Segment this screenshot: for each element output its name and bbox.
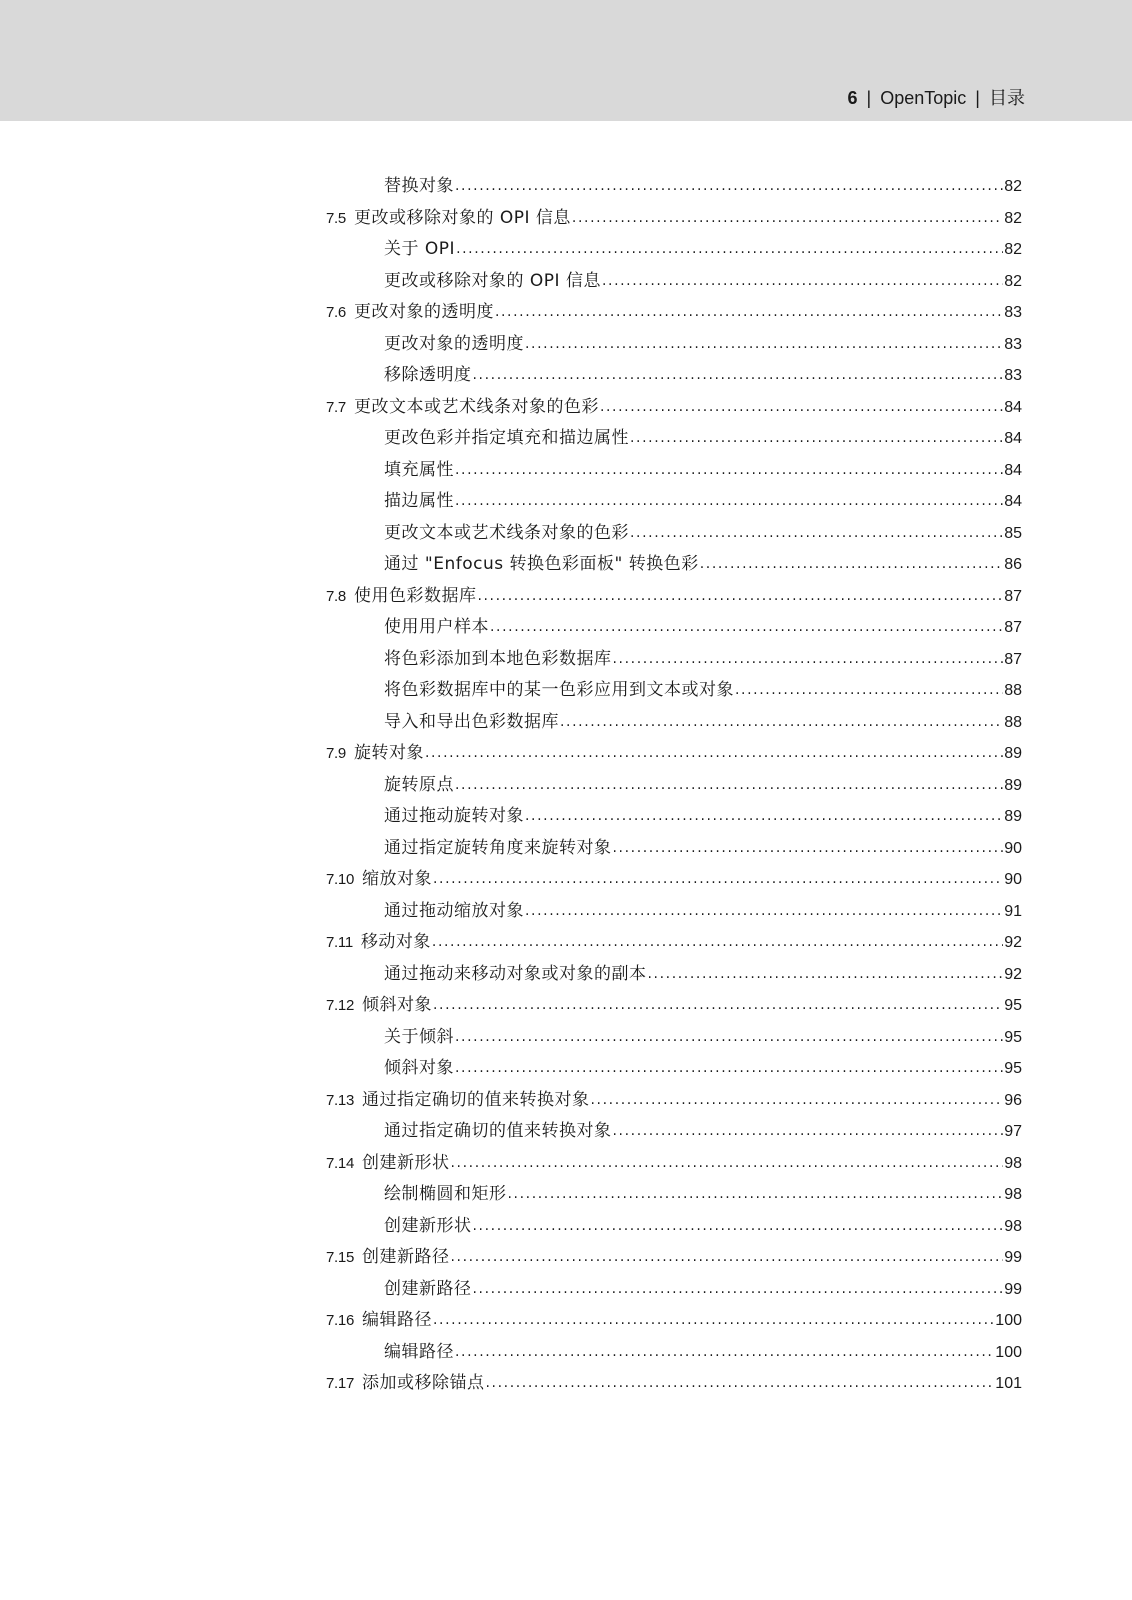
dot-leader xyxy=(425,742,1003,763)
toc-entry-title: 添加或移除锚点 xyxy=(362,1373,485,1393)
toc-subsection-entry[interactable] xyxy=(326,712,1022,744)
toc-page-number: 86 xyxy=(1004,556,1022,573)
toc-entry-title: 更改对象的透明度 xyxy=(384,333,524,354)
toc-section-entry[interactable] xyxy=(326,1373,1022,1405)
table-of-contents xyxy=(326,176,1022,1405)
toc-section-number: 7.12 xyxy=(326,997,354,1014)
toc-entry-title: 通过拖动旋转对象 xyxy=(384,806,524,826)
toc-entry-title: 将色彩添加到本地色彩数据库 xyxy=(384,648,612,669)
toc-page-number: 89 xyxy=(1004,745,1022,762)
toc-page-number: 83 xyxy=(1004,367,1022,384)
toc-page-number: 91 xyxy=(1004,902,1022,920)
toc-section-number: 7.13 xyxy=(326,1091,354,1109)
dot-leader xyxy=(451,1246,1004,1267)
toc-subsection-entry[interactable] xyxy=(326,1279,1022,1311)
toc-entry-title: 更改文本或艺术线条对象的色彩 xyxy=(353,396,599,417)
dot-leader xyxy=(477,585,1003,606)
header-separator: | xyxy=(866,88,872,108)
toc-subsection-entry[interactable] xyxy=(326,617,1022,649)
dot-leader xyxy=(433,1309,994,1330)
toc-entry-title: 创建新路径 xyxy=(384,1278,472,1299)
toc-entry-title: 使用色彩数据库 xyxy=(353,585,477,606)
toc-entry-title: 通过指定旋转角度来旋转对象 xyxy=(384,837,612,858)
toc-page-number: 83 xyxy=(1004,335,1022,353)
dot-leader xyxy=(525,805,1003,826)
toc-subsection-entry[interactable] xyxy=(326,491,1022,523)
toc-page-number: 82 xyxy=(1004,241,1022,258)
dot-leader xyxy=(613,837,1004,858)
toc-subsection-entry[interactable] xyxy=(326,176,1022,208)
toc-subsection-entry[interactable] xyxy=(326,271,1022,303)
toc-section-number: 7.14 xyxy=(326,1154,354,1172)
toc-entry-title: 通过拖动缩放对象 xyxy=(384,900,524,921)
dot-leader xyxy=(525,333,1003,354)
toc-page-number: 98 xyxy=(1004,1186,1022,1203)
toc-subsection-entry[interactable] xyxy=(326,365,1022,397)
toc-subsection-entry[interactable] xyxy=(326,460,1022,492)
dot-leader xyxy=(602,270,1003,291)
toc-entry-title: 替换对象 xyxy=(384,176,454,196)
page-number: 6 xyxy=(847,88,858,108)
toc-page-number: 99 xyxy=(1004,1249,1022,1266)
toc-section-number: 7.16 xyxy=(326,1312,354,1329)
toc-page-number: 90 xyxy=(1004,871,1022,888)
toc-section-number: 7.9 xyxy=(326,745,346,762)
dot-leader xyxy=(473,364,1004,385)
section-title: 目录 xyxy=(989,88,1025,108)
toc-entry-title: 关于 OPI xyxy=(384,239,456,259)
dot-leader xyxy=(432,931,1003,952)
toc-entry-title: 编辑路径 xyxy=(384,1341,454,1362)
toc-entry-title: 编辑路径 xyxy=(362,1310,432,1330)
dot-leader xyxy=(560,711,1003,732)
toc-subsection-entry[interactable] xyxy=(326,239,1022,271)
document-title: OpenTopic xyxy=(880,88,967,108)
dot-leader xyxy=(473,1278,1004,1299)
toc-section-number: 7.8 xyxy=(326,587,346,605)
toc-entry-title: 更改或移除对象的 OPI 信息 xyxy=(384,270,601,291)
dot-leader xyxy=(433,994,1003,1015)
dot-leader xyxy=(630,427,1003,448)
toc-section-number: 7.17 xyxy=(326,1375,354,1392)
toc-entry-title: 更改色彩并指定填充和描边属性 xyxy=(384,428,629,448)
dot-leader xyxy=(613,648,1004,669)
toc-subsection-entry[interactable] xyxy=(326,806,1022,838)
dot-leader xyxy=(735,679,1003,700)
dot-leader xyxy=(456,238,1003,259)
dot-leader xyxy=(508,1183,1004,1204)
toc-subsection-entry[interactable] xyxy=(326,1184,1022,1216)
running-head xyxy=(847,87,1025,109)
dot-leader xyxy=(525,900,1003,921)
toc-entry-title: 使用用户样本 xyxy=(384,617,489,637)
toc-subsection-entry[interactable] xyxy=(326,554,1022,586)
page-header xyxy=(0,0,1132,121)
toc-subsection-entry[interactable] xyxy=(326,1342,1022,1374)
toc-subsection-entry[interactable] xyxy=(326,649,1022,681)
toc-page-number: 100 xyxy=(995,1343,1022,1361)
toc-entry-title: 旋转对象 xyxy=(353,743,424,763)
dot-leader xyxy=(433,868,1003,889)
toc-section-entry[interactable] xyxy=(326,208,1022,240)
toc-page-number: 100 xyxy=(995,1312,1022,1329)
toc-page-number: 85 xyxy=(1004,524,1022,542)
toc-entry-title: 通过指定确切的值来转换对象 xyxy=(362,1089,590,1110)
toc-section-entry[interactable] xyxy=(326,1090,1022,1122)
toc-entry-title: 填充属性 xyxy=(384,459,454,480)
toc-subsection-entry[interactable] xyxy=(326,1058,1022,1090)
toc-page-number: 98 xyxy=(1004,1154,1022,1172)
toc-page-number: 82 xyxy=(1004,209,1022,227)
toc-section-number: 7.5 xyxy=(326,209,346,227)
toc-entry-title: 更改或移除对象的 OPI 信息 xyxy=(353,207,571,228)
toc-section-entry[interactable] xyxy=(326,586,1022,618)
toc-page-number: 92 xyxy=(1004,934,1022,951)
dot-leader xyxy=(495,301,1003,322)
dot-leader xyxy=(613,1120,1004,1141)
toc-page-number: 96 xyxy=(1004,1091,1022,1109)
toc-section-number: 7.7 xyxy=(326,398,346,416)
toc-page-number: 84 xyxy=(1004,461,1022,479)
toc-subsection-entry[interactable] xyxy=(326,1216,1022,1248)
toc-section-entry[interactable] xyxy=(326,932,1022,964)
toc-page-number: 82 xyxy=(1004,178,1022,195)
toc-entry-title: 关于倾斜 xyxy=(384,1026,454,1047)
toc-subsection-entry[interactable] xyxy=(326,1027,1022,1059)
dot-leader xyxy=(648,963,1004,984)
dot-leader xyxy=(572,207,1003,228)
toc-section-entry[interactable] xyxy=(326,995,1022,1027)
toc-entry-title: 倾斜对象 xyxy=(384,1058,454,1078)
toc-entry-title: 旋转原点 xyxy=(384,774,454,795)
toc-entry-title: 绘制椭圆和矩形 xyxy=(384,1184,507,1204)
toc-entry-title: 倾斜对象 xyxy=(362,995,432,1015)
toc-entry-title: 移动对象 xyxy=(360,932,431,952)
toc-page-number: 87 xyxy=(1004,587,1022,605)
toc-entry-title: 导入和导出色彩数据库 xyxy=(384,711,559,732)
toc-entry-title: 更改对象的透明度 xyxy=(353,302,494,322)
toc-page-number: 101 xyxy=(995,1375,1022,1392)
toc-entry-title: 将色彩数据库中的某一色彩应用到文本或对象 xyxy=(384,680,734,700)
toc-subsection-entry[interactable] xyxy=(326,901,1022,933)
toc-subsection-entry[interactable] xyxy=(326,775,1022,807)
dot-leader xyxy=(700,553,1003,574)
toc-page-number: 95 xyxy=(1004,997,1022,1014)
dot-leader xyxy=(473,1215,1004,1236)
toc-page-number: 98 xyxy=(1004,1217,1022,1235)
dot-leader xyxy=(455,490,1003,511)
toc-page-number: 95 xyxy=(1004,1028,1022,1046)
toc-subsection-entry[interactable] xyxy=(326,334,1022,366)
toc-section-number: 7.6 xyxy=(326,304,346,321)
toc-entry-title: 创建新形状 xyxy=(362,1152,450,1173)
toc-section-entry[interactable] xyxy=(326,1153,1022,1185)
toc-page-number: 92 xyxy=(1004,965,1022,983)
dot-leader xyxy=(591,1089,1004,1110)
dot-leader xyxy=(455,1341,994,1362)
dot-leader xyxy=(630,522,1003,543)
dot-leader xyxy=(486,1372,995,1393)
dot-leader xyxy=(455,774,1003,795)
toc-subsection-entry[interactable] xyxy=(326,1121,1022,1153)
toc-entry-title: 通过指定确切的值来转换对象 xyxy=(384,1121,612,1141)
toc-section-entry[interactable] xyxy=(326,743,1022,775)
toc-section-number: 7.10 xyxy=(326,871,354,888)
toc-section-entry[interactable] xyxy=(326,1310,1022,1342)
header-separator: | xyxy=(975,88,980,108)
toc-entry-title: 通过拖动来移动对象或对象的副本 xyxy=(384,963,647,984)
toc-page-number: 90 xyxy=(1004,839,1022,857)
toc-page-number: 99 xyxy=(1004,1280,1022,1298)
toc-entry-title: 创建新路径 xyxy=(362,1247,450,1267)
toc-entry-title: 描边属性 xyxy=(384,491,454,511)
toc-page-number: 97 xyxy=(1004,1123,1022,1140)
toc-section-number: 7.15 xyxy=(326,1249,354,1266)
toc-section-number: 7.11 xyxy=(326,934,353,951)
toc-section-entry[interactable] xyxy=(326,869,1022,901)
toc-page-number: 89 xyxy=(1004,808,1022,825)
toc-subsection-entry[interactable] xyxy=(326,838,1022,870)
dot-leader xyxy=(451,1152,1004,1173)
toc-subsection-entry[interactable] xyxy=(326,680,1022,712)
toc-page-number: 84 xyxy=(1004,398,1022,416)
toc-subsection-entry[interactable] xyxy=(326,964,1022,996)
dot-leader xyxy=(455,459,1003,480)
toc-page-number: 95 xyxy=(1004,1060,1022,1077)
toc-page-number: 88 xyxy=(1004,682,1022,699)
toc-subsection-entry[interactable] xyxy=(326,523,1022,555)
toc-page-number: 88 xyxy=(1004,713,1022,731)
toc-entry-title: 更改文本或艺术线条对象的色彩 xyxy=(384,522,629,543)
toc-entry-title: 通过 "Enfocus 转换色彩面板" 转换色彩 xyxy=(384,554,699,574)
toc-page-number: 83 xyxy=(1004,304,1022,321)
toc-section-entry[interactable] xyxy=(326,397,1022,429)
toc-subsection-entry[interactable] xyxy=(326,428,1022,460)
toc-entry-title: 移除透明度 xyxy=(384,365,472,385)
toc-page-number: 84 xyxy=(1004,493,1022,510)
toc-page-number: 89 xyxy=(1004,776,1022,794)
toc-section-entry[interactable] xyxy=(326,1247,1022,1279)
toc-page-number: 84 xyxy=(1004,430,1022,447)
toc-page-number: 82 xyxy=(1004,272,1022,290)
dot-leader xyxy=(455,1026,1003,1047)
dot-leader xyxy=(455,175,1003,196)
toc-page-number: 87 xyxy=(1004,650,1022,668)
toc-page-number: 87 xyxy=(1004,619,1022,636)
toc-section-entry[interactable] xyxy=(326,302,1022,334)
dot-leader xyxy=(600,396,1003,417)
toc-entry-title: 缩放对象 xyxy=(362,869,432,889)
toc-entry-title: 创建新形状 xyxy=(384,1215,472,1236)
dot-leader xyxy=(490,616,1003,637)
dot-leader xyxy=(455,1057,1003,1078)
